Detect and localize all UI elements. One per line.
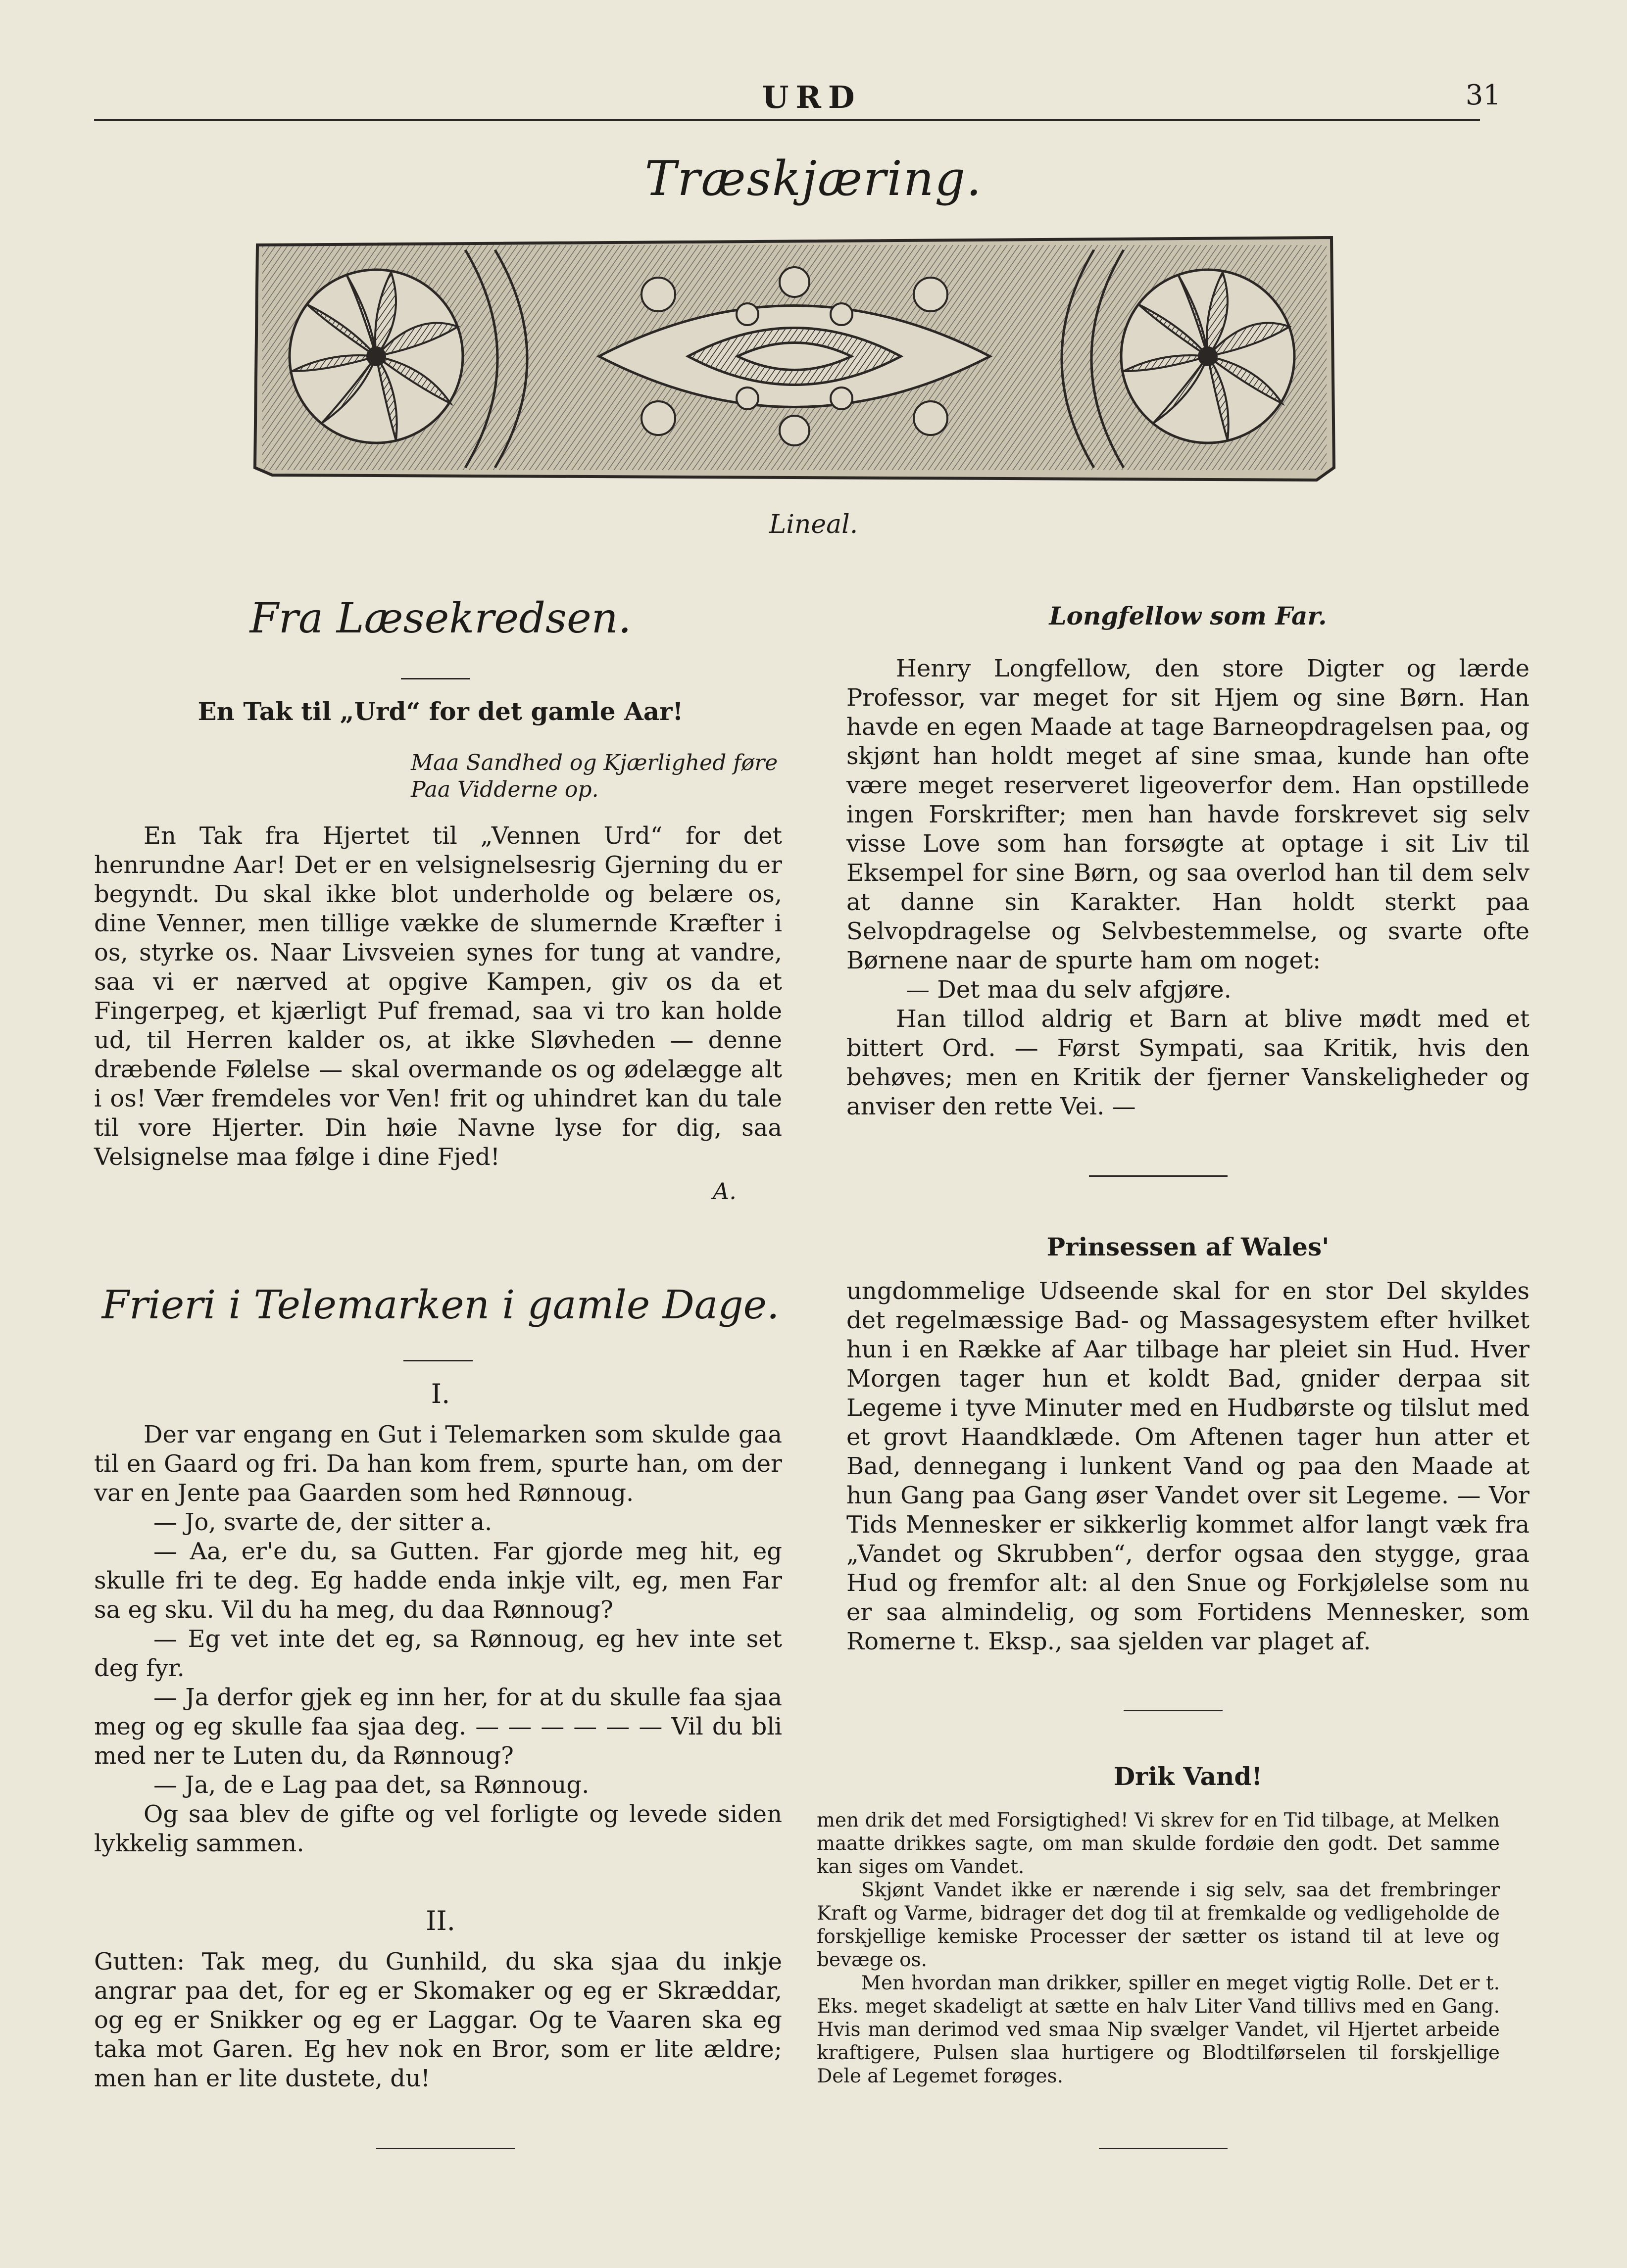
paragraph: Og saa blev de gifte og vel forligte og levede siden lykkelig sammen. <box>94 1800 782 1857</box>
motto-line-2: Paa Vidderne op. <box>411 777 599 802</box>
header-rule <box>94 119 1480 121</box>
dialogue-line: — Eg vet inte det eg, sa Rønnoug, eg hev inte set deg fyr. <box>94 1625 782 1682</box>
running-header-title: URD <box>762 79 862 115</box>
paragraph: En Tak fra Hjertet til „Vennen Urd“ for det henrundne Aar! Det er en velsignelsesrig Gjerning du er begyndt. Du skal ikke blot underholde og belære os, dine Venner, men tillige vække de slumernde Kræfter i os, styrke os. Naar Livsveien synes for tung at vandre, saa vi er nærved at opgive Kampen, giv os da et Fingerpeg, et kjærligt Puf fremad, saa vi tro kan holde ud, til Herren kalder os, at ikke Sløvheden — denne dræbende Følelse — skal overmande os og ødelægge alt i os! Vær fremdeles vor Ven! frit og uhindret kan du tale til vore Hjerter. Din høie Navne lyse for dig, saa Velsignelse maa følge i dine Fjed! <box>94 822 782 1171</box>
section-divider <box>401 678 470 679</box>
part-numeral-1: I. <box>431 1378 450 1409</box>
tak-subtitle: En Tak til „Urd“ for det gamle Aar! <box>197 697 684 726</box>
page-title: Træskjæring. <box>644 151 983 206</box>
dialogue-line: — Jo, svarte de, der sitter a. <box>153 1508 493 1536</box>
dialogue-line: — Aa, er'e du, sa Gutten. Far gjorde meg hit, eg skulle fri te deg. Eg hadde enda inkje vilt, eg, men Far sa eg sku. Vil du ha meg, du daa Rønnoug? <box>94 1538 782 1624</box>
paragraph: Der var engang en Gut i Telemarken som skulde gaa til en Gaard og fri. Da han kom frem, spurte han, om der var en Jente paa Gaarden som hed Rønnoug. <box>94 1421 782 1507</box>
prinsessen-body <box>846 1277 1529 1656</box>
fra-laesekredsen-title: Fra Læsekredsen. <box>249 594 632 642</box>
prinsessen-title: Prinsessen af Wales' <box>1046 1232 1330 1261</box>
paragraph: men drik det med Forsigtighed! Vi skrev for en Tid tilbage, at Melken maatte drikkes sagte, om man skulde fordøie den godt. Det samme kan siges om Vandet. <box>817 1809 1500 1878</box>
signature: A. <box>713 1178 737 1205</box>
section-divider <box>1124 1710 1223 1711</box>
paragraph: ungdommelige Udseende skal for en stor Del skyldes det regelmæssige Bad- og Massagesystem efter hvilket hun i en Række af Aar tilbage har pleiet sin Hud. Hver Morgen tager hun et koldt Bad, gnider derpaa sit Legeme i tyve Minuter med en Hudbørste og tilslut med et grovt Haandklæde. Om Aftenen tager hun atter et Bad, dennegang i lunkent Vand og paa den Maade at hun Gang paa Gang øser Vandet over sit Legeme. — Vor Tids Mennesker er sikkerlig kommet alfor langt væk fra „Vandet og Skrubben“, derfor ogsaa den stygge, graa Hud og fremfor alt: al den Snue og Forkjølelse som nu er saa almindelig, og som Fortidens Mennesker, som Romerne t. Eksp., saa sjelden var plaget af. <box>846 1277 1529 1655</box>
drik-vand-title: Drik Vand! <box>1113 1762 1263 1791</box>
dialogue-line: — Ja derfor gjek eg inn her, for at du skulle faa sjaa meg og eg skulle faa sjaa deg. — — — — — — Vil du bli med ner te Luten du, da Rønnoug? <box>94 1684 782 1770</box>
end-rule <box>376 2148 515 2149</box>
frieri-part-2 <box>94 1947 782 2093</box>
wood-carving-illustration <box>252 235 1336 483</box>
frieri-title: Frieri i Telemarken i gamle Dage. <box>101 1282 780 1328</box>
paragraph: Skjønt Vandet ikke er nærende i sig selv, saa det frembringer Kraft og Varme, bidrager det dog til at fremkalde og vedligeholde de forskjellige kemiske Processer der sætter os istand til at leve og bevæge os. <box>817 1879 1500 1971</box>
dialogue-line: — Ja, de e Lag paa det, sa Rønnoug. <box>153 1771 590 1799</box>
longfellow-body <box>846 654 1529 1121</box>
section-divider <box>403 1360 473 1361</box>
paragraph: Han tillod aldrig et Barn at blive mødt med et bittert Ord. — Først Sympati, saa Kritik, hvis den behøves; men en Kritik der fjerner Vanskeligheder og anviser den rette Vei. — <box>846 1005 1529 1120</box>
page-number: 31 <box>1465 79 1501 111</box>
fra-laesekredsen-body <box>94 821 782 1172</box>
part-numeral-2: II. <box>426 1905 455 1936</box>
longfellow-title: Longfellow som Far. <box>1049 601 1327 630</box>
section-divider <box>1089 1175 1228 1177</box>
paragraph: Gutten: Tak meg, du Gunhild, du ska sjaa du inkje angrar paa det, for eg er Skomaker og eg er Skræddar, og eg er Snikker og eg er Laggar. Og te Vaaren ska eg taka mot Garen. Eg hev nok en Bror, som er lite ældre; men han er lite dustete, du! <box>94 1948 782 2092</box>
dialogue-line: — Det maa du selv afgjøre. <box>906 976 1232 1004</box>
figure-caption: Lineal. <box>769 510 858 539</box>
end-rule <box>1099 2148 1228 2149</box>
paragraph: Henry Longfellow, den store Digter og lærde Professor, var meget for sit Hjem og sine Børn. Han havde en egen Maade at tage Barneopdragelsen paa, og skjønt han holdt meget af sine smaa, kunde han ofte være meget reserveret ligeoverfor dem. Han opstillede ingen Forskrifter; men han havde forskrevet sig selv visse Love som han forsøgte at optage i sit Liv til Eksempel for sine Børn, og saa overlod han til dem selv at danne sin Karakter. Han holdt sterkt paa Selvopdragelse og Selvbestemmelse, og svarte ofte Børnene naar de spurte ham om noget: <box>846 655 1529 974</box>
paragraph: Men hvordan man drikker, spiller en meget vigtig Rolle. Det er t. Eks. meget skadeligt at sætte en halv Liter Vand tillivs med en Gang. Hvis man derimod ved smaa Nip svælger Vandet, vil Hjertet arbeide kraftigere, Pulsen slaa hurtigere og Blodtilførselen til forskjellige Dele af Legemet forøges. <box>817 1972 1500 2087</box>
frieri-part-1 <box>94 1420 782 1858</box>
drik-vand-body <box>817 1809 1500 2088</box>
motto-line-1: Maa Sandhed og Kjærlighed føre <box>411 750 778 775</box>
